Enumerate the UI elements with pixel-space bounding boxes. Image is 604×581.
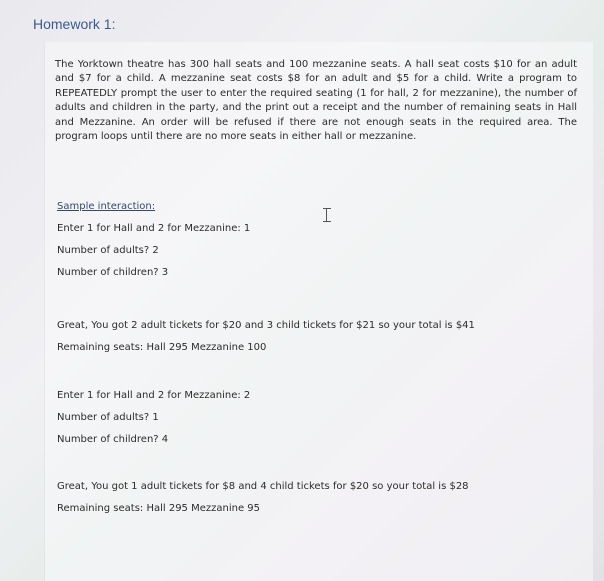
document-page (44, 42, 593, 581)
text-cursor-icon (323, 208, 331, 222)
page-title: Homework 1: (33, 16, 116, 32)
children-prompt-line: Number of children? 3 (57, 267, 169, 278)
adults-prompt-line: Number of adults? 2 (57, 245, 159, 256)
sample-first-result (57, 315, 475, 359)
sample-second-result (57, 476, 469, 520)
seating-prompt-line: Enter 1 for Hall and 2 for Mezzanine: 1 (57, 223, 251, 234)
sample-second-order (57, 385, 250, 451)
seating-prompt-line: Enter 1 for Hall and 2 for Mezzanine: 2 (57, 390, 251, 401)
receipt-line: Great, You got 2 adult tickets for $20 and 3 child tickets for $21 so your total is $41 (57, 320, 475, 331)
problem-statement: The Yorktown theatre has 300 hall seats and 100 mezzanine seats. A hall seat costs $10 for an adult and $7 for a child. A mezzanine seat costs $8 for an adult and $5 for a child. Write a program to REPEATEDLY prompt the user to enter the required seating (1 for hall, 2 for mezzanine), the number of adults and children in the party, and the print out a receipt and the number of remaining seats in Hall and Mezzanine. An order will be refused if there are not enough seats in the required area. The program loops until there are no more seats in either hall or mezzanine. (55, 59, 577, 143)
sample-first-order (57, 196, 250, 284)
sample-heading: Sample interaction: (57, 201, 156, 212)
adults-prompt-line: Number of adults? 1 (57, 412, 159, 423)
children-prompt-line: Number of children? 4 (57, 434, 169, 445)
receipt-line: Great, You got 1 adult tickets for $8 and 4 child tickets for $20 so your total is $28 (57, 481, 469, 492)
remaining-seats-line: Remaining seats: Hall 295 Mezzanine 95 (57, 503, 261, 514)
remaining-seats-line: Remaining seats: Hall 295 Mezzanine 100 (57, 342, 267, 353)
